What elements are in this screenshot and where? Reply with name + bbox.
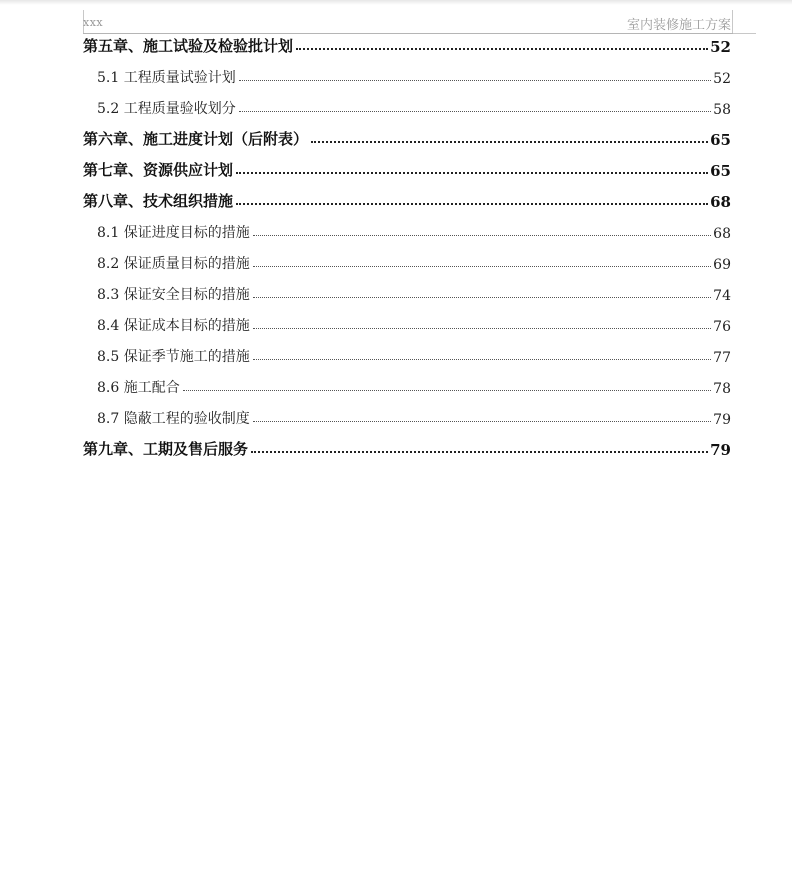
toc-entry-5-1[interactable]	[83, 61, 731, 87]
toc-entry-8-3[interactable]	[83, 278, 731, 304]
toc-entry-page: 65	[710, 162, 731, 180]
toc-dot-leader	[311, 141, 708, 143]
toc-entry-title: 8.2 保证质量目标的措施	[97, 256, 250, 272]
toc-dot-leader	[253, 235, 711, 236]
toc-dot-leader	[239, 80, 711, 81]
toc-entry-page: 79	[713, 412, 731, 428]
toc-dot-leader	[251, 451, 708, 453]
toc-dot-leader	[236, 172, 708, 174]
toc-dot-leader	[253, 266, 711, 267]
toc-entry-page: 77	[713, 350, 731, 366]
toc-entry-title: 第六章、施工进度计划（后附表）	[83, 130, 309, 148]
toc-entry-title: 8.4 保证成本目标的措施	[97, 318, 250, 334]
toc-dot-leader	[253, 421, 711, 422]
toc-entry-title: 8.3 保证安全目标的措施	[97, 287, 250, 303]
toc-dot-leader	[236, 203, 708, 205]
toc-entry-title: 8.5 保证季节施工的措施	[97, 349, 250, 365]
toc-entry-page: 78	[713, 381, 731, 397]
toc-dot-leader	[253, 359, 711, 360]
toc-entry-title: 第五章、施工试验及检验批计划	[83, 37, 294, 55]
toc-dot-leader	[253, 328, 711, 329]
toc-entry-page: 52	[710, 38, 731, 56]
toc-entry-5-2[interactable]	[83, 92, 731, 118]
toc-entry-8-2[interactable]	[83, 247, 731, 273]
toc-entry-page: 76	[713, 319, 731, 335]
toc-entry-title: 8.7 隐蔽工程的验收制度	[97, 411, 250, 427]
page-top-shadow	[0, 0, 792, 5]
toc-entry-title: 5.2 工程质量验收划分	[97, 101, 236, 117]
toc-entry-page: 52	[713, 71, 731, 87]
toc-dot-leader	[253, 297, 711, 298]
toc-dot-leader	[239, 111, 711, 112]
toc-entry-chapter-6[interactable]	[83, 123, 731, 149]
toc-entry-chapter-8[interactable]	[83, 185, 731, 211]
toc-entry-page: 68	[710, 193, 731, 211]
toc-entry-page: 69	[713, 257, 731, 273]
toc-entry-chapter-9[interactable]	[83, 433, 731, 459]
toc-entry-page: 74	[713, 288, 731, 304]
toc-entry-title: 第八章、技术组织措施	[83, 192, 234, 210]
toc-dot-leader	[183, 390, 711, 391]
toc-entry-8-4[interactable]	[83, 309, 731, 335]
toc-dot-leader	[296, 48, 708, 50]
toc-entry-page: 65	[710, 131, 731, 149]
toc-entry-chapter-7[interactable]	[83, 154, 731, 180]
toc-entry-chapter-5[interactable]	[83, 30, 731, 56]
toc-entry-title: 第九章、工期及售后服务	[83, 440, 249, 458]
toc-entry-8-1[interactable]	[83, 216, 731, 242]
crop-mark-right-extension	[732, 33, 756, 34]
toc-entry-page: 79	[710, 441, 731, 459]
toc-entry-8-5[interactable]	[83, 340, 731, 366]
toc-entry-title: 8.1 保证进度目标的措施	[97, 225, 250, 241]
toc-entry-title: 8.6 施工配合	[97, 380, 180, 396]
toc-entry-page: 58	[713, 102, 731, 118]
header-left-text: xxx	[83, 16, 104, 29]
toc-entry-8-6[interactable]	[83, 371, 731, 397]
toc-entry-page: 68	[713, 226, 731, 242]
toc-entry-title: 5.1 工程质量试验计划	[97, 70, 236, 86]
header-document-title: 室内装修施工方案	[626, 18, 731, 33]
toc-entry-8-7[interactable]	[83, 402, 731, 428]
toc-entry-title: 第七章、资源供应计划	[83, 161, 234, 179]
